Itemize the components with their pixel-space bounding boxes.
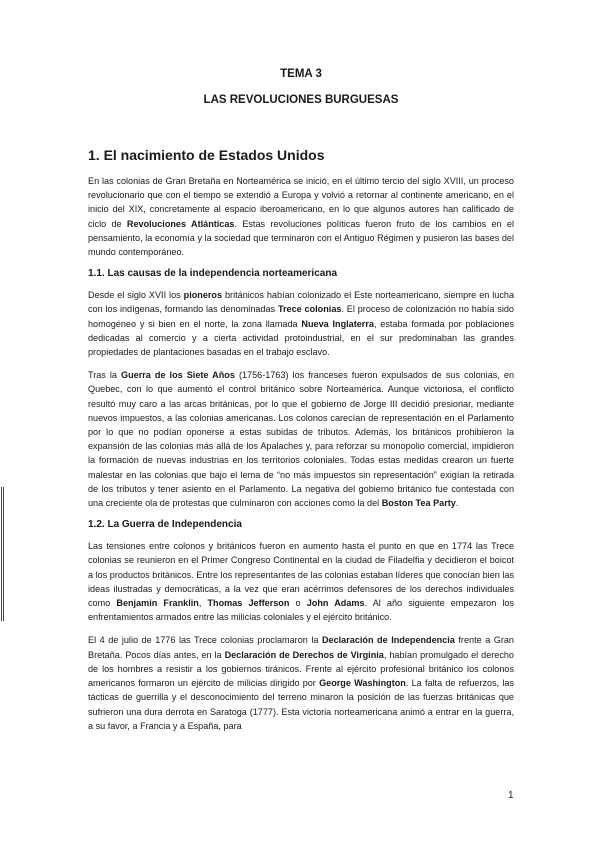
bold-term: Declaración de Derechos de Virginia — [224, 649, 384, 660]
bold-term: Benjamin Franklin — [116, 598, 199, 609]
bold-term: Thomas Jefferson — [207, 598, 290, 609]
subsection-heading-war: 1.2. La Guerra de Independencia — [88, 519, 242, 531]
subsection-heading-causes: 1.1. Las causas de la independencia norteamericana — [88, 268, 337, 280]
bold-term: Revoluciones Atlánticas — [126, 218, 235, 229]
bold-term: Guerra de los Siete Años — [121, 370, 235, 381]
bold-term: Boston Tea Party — [381, 498, 456, 509]
paragraph-seven-years-war: Tras la Guerra de los Siete Años (1756-1763) los franceses fueron expulsados de sus colonias, en Quebec, con lo que aumentó el control británico sobre Norteamérica. Aunque victoriosa, el conflicto resultó muy caro a las arcas británicas, por lo que el gobierno de Jorge III decidió presionar, mediante nuevos impuestos, a las colonias americanas. Los colonos carecían de representación en el Parlamento por lo que no podían oponerse a estas subidas de tributos. Además, los británicos prohibieron la expansión de las colonias más allá de los Apalaches y, para reforzar su monopolio comercial, impidieron la formación de nuevas industrias en los territorios coloniales. Todas estas medidas crearon un fuerte malestar en las colonias que bajo el lema de “no más impuestos sin representación” exigían la retirada de los tributos y tener asiento en el Parlamento. La negativa del gobierno británico fue contestada con una creciente ola de protestas que culminaron con acciones como la del Boston Tea Party. — [88, 370, 514, 509]
bold-term: pioneros — [183, 290, 223, 301]
intro-paragraph: En las colonias de Gran Bretaña en Norteamérica se inició, en el último tercio del siglo XVIII, un proceso revolucionario que con el tiempo se extendió a Europa y volvió a retornar al continente americano, en el inicio del XIX, concretamente al espacio iberoamericano, en lo que algunos autores han calificado de ciclo de Revoluciones Atlánticas. Estas revoluciones políticas fueron fruto de los cambios en el pensamiento, la economía y la sociedad que terminaron con el Antiguo Régimen y pusieron las bases del mundo contemporáneo. — [88, 176, 514, 258]
section-heading: 1. El nacimiento de Estados Unidos — [88, 147, 325, 163]
margin-bracket — [1, 487, 4, 621]
paragraph-declaration: El 4 de julio de 1776 las Trece colonias proclamaron la Declaración de Independencia frente a Gran Bretaña. Pocos días antes, en la Declaración de Derechos de Virginia, habían promulgado el derecho de los hombres a resistir a los gobiernos tiránicos. Frente al ejército profesional británico los colonos americanos formaron un ejército de milicias dirigido por George Washington. La falta de refuerzos, las tácticas de guerrilla y el desconocimiento del terreno minaron la posición de las fuerzas británicas que sufrieron una dura derrota en Saratoga (1777). Esta victoria norteamericana animó a entrar en la guerra, a su favor, a Francia y a España, para — [88, 635, 515, 731]
bold-term: Trece colonias — [277, 304, 342, 315]
document-title: LAS REVOLUCIONES BURGUESAS — [203, 94, 399, 106]
bold-term: Declaración de Independencia — [321, 635, 455, 646]
page-content — [88, 68, 514, 742]
bold-term: Nueva Inglaterra — [301, 318, 374, 329]
page-number: 1 — [508, 790, 514, 801]
paragraph-congress: Las tensiones entre colonos y británicos fueron en aumento hasta el punto en que en 1774 las Trece colonias se reunieron en el Primer Congreso Continental en la ciudad de Filadelfia y decidieron el boicot a los productos británicos. Entre los representantes de las colonias estaban líderes que conocían bien las ideas ilustradas y democráticas, a la vez que eran acérrimos defensores de los derechos individuales como Benjamin Franklin, Thomas Jefferson o John Adams. Al año siguiente empezaron los enfrentamientos armados entre las milicias coloniales y el ejército británico. — [88, 541, 515, 623]
bold-term: George Washington — [319, 678, 406, 689]
topic-number: TEMA 3 — [280, 68, 322, 80]
bold-term: John Adams — [306, 598, 365, 609]
paragraph-pioneers: Desde el siglo XVII los pioneros británicos habían colonizado el Este norteamericano, siempre en lucha con los indígenas, formando las denominadas Trece colonias. El proceso de colonización no había sido homogéneo y si bien en el norte, la zona llamada Nueva Inglaterra, estaba formada por poblaciones dedicadas al comercio y a cierta actividad protoindustrial, en el sur predominaban las grandes propiedades de plantaciones basadas en el trabajo esclavo. — [88, 290, 515, 358]
